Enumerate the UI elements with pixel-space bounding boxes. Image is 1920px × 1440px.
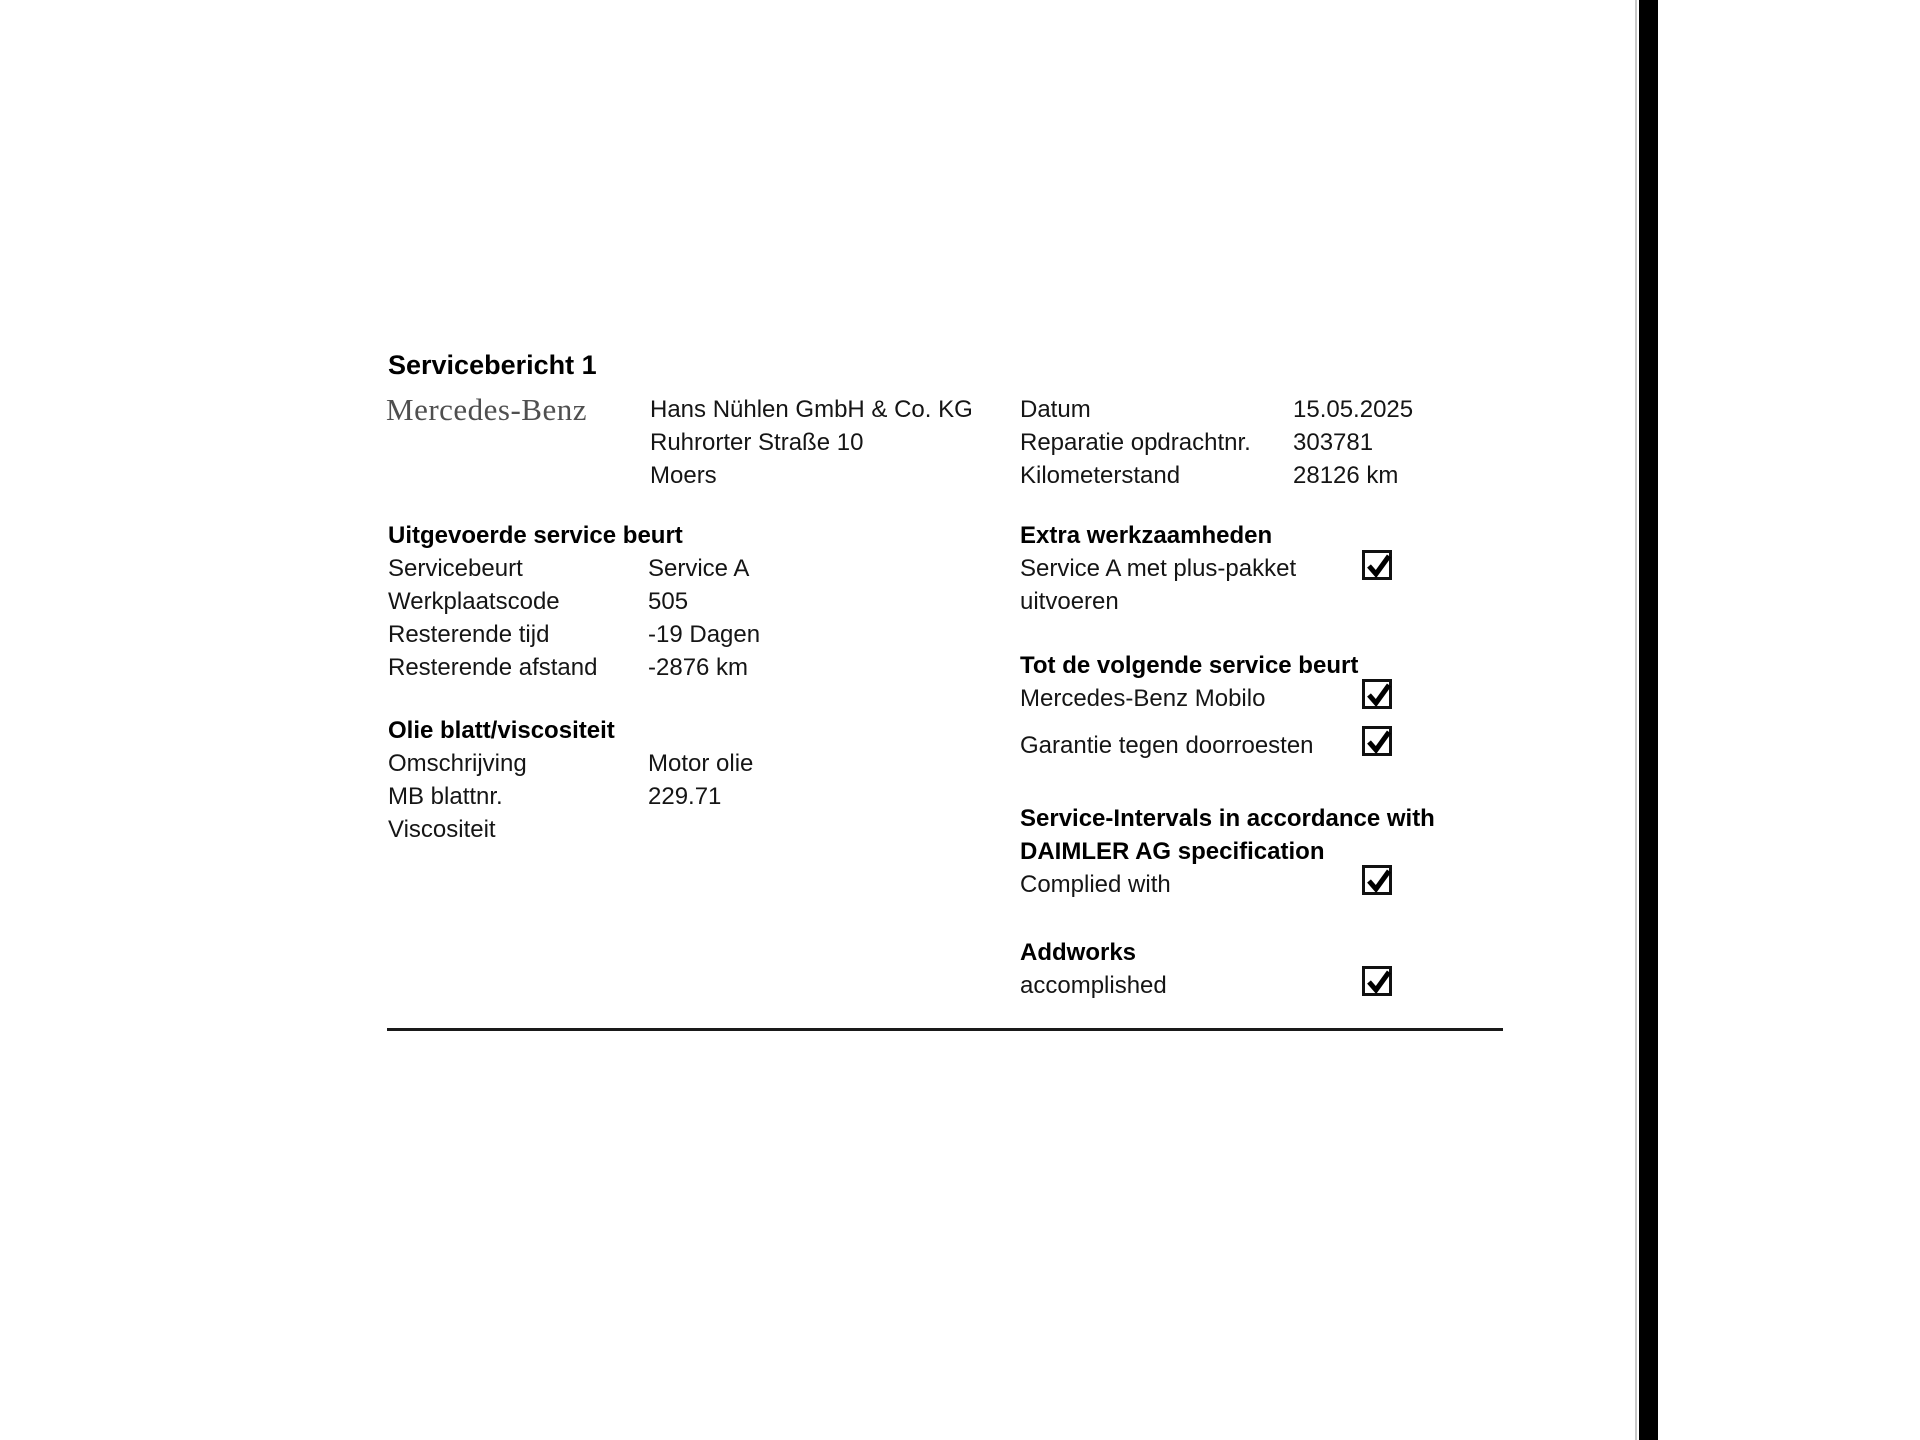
mobilo-checkbox[interactable] bbox=[1362, 679, 1392, 709]
section-heading-addworks: Addworks bbox=[1020, 939, 1137, 966]
row-label: Resterende tijd bbox=[388, 621, 550, 648]
checkmark-icon bbox=[1365, 727, 1393, 755]
row-value: Motor olie bbox=[648, 750, 754, 777]
dealer-name: Hans Nühlen GmbH & Co. KG bbox=[650, 396, 973, 423]
mercedes-benz-logo: Mercedes-Benz bbox=[386, 392, 588, 427]
row-value: -2876 km bbox=[648, 654, 749, 681]
checkmark-icon bbox=[1365, 680, 1393, 708]
row-label: Resterende afstand bbox=[388, 654, 598, 681]
meta-value: 303781 bbox=[1293, 429, 1374, 456]
row-value: Service A bbox=[648, 555, 750, 582]
row-value: 229.71 bbox=[648, 783, 722, 810]
checkmark-icon bbox=[1365, 866, 1393, 894]
row-label: Werkplaatscode bbox=[388, 588, 560, 615]
next-service-item-label: Mercedes-Benz Mobilo bbox=[1020, 685, 1266, 712]
meta-label: Reparatie opdrachtnr. bbox=[1020, 429, 1251, 456]
row-label: Servicebeurt bbox=[388, 555, 523, 582]
intervals-item-label: Complied with bbox=[1020, 871, 1171, 898]
complied-checkbox[interactable] bbox=[1362, 865, 1392, 895]
page-title: Servicebericht 1 bbox=[388, 350, 597, 380]
addworks-item-label: accomplished bbox=[1020, 972, 1167, 999]
meta-label: Datum bbox=[1020, 396, 1091, 423]
section-divider-rule bbox=[387, 1028, 1503, 1031]
dealer-address-block bbox=[650, 393, 973, 492]
dealer-street: Ruhrorter Straße 10 bbox=[650, 429, 864, 456]
row-label: Viscositeit bbox=[388, 816, 496, 843]
page-edge-shadow bbox=[1635, 0, 1637, 1440]
meta-label: Kilometerstand bbox=[1020, 462, 1181, 489]
checkmark-icon bbox=[1365, 551, 1393, 579]
extra-item-checkbox[interactable] bbox=[1362, 550, 1392, 580]
row-label: Omschrijving bbox=[388, 750, 527, 777]
section-heading-oil: Olie blatt/viscositeit bbox=[388, 717, 615, 744]
accomplished-checkbox[interactable] bbox=[1362, 966, 1392, 996]
garantie-checkbox[interactable] bbox=[1362, 726, 1392, 756]
meta-value: 28126 km bbox=[1293, 462, 1399, 489]
row-value: 505 bbox=[648, 588, 689, 615]
row-label: MB blattnr. bbox=[388, 783, 503, 810]
next-service-item-label: Garantie tegen doorroesten bbox=[1020, 732, 1314, 759]
section-heading-service: Uitgevoerde service beurt bbox=[388, 522, 683, 549]
page-edge-bar bbox=[1639, 0, 1658, 1440]
section-heading-extra: Extra werkzaamheden bbox=[1020, 522, 1273, 549]
section-heading-intervals: Service-Intervals in accordance with DAIMLER AG specification bbox=[1020, 805, 1435, 865]
section-heading-next-service: Tot de volgende service beurt bbox=[1020, 652, 1359, 679]
checkmark-icon bbox=[1365, 967, 1393, 995]
dealer-city: Moers bbox=[650, 462, 717, 489]
extra-item-label: Service A met plus-pakket uitvoeren bbox=[1020, 555, 1297, 615]
row-value: -19 Dagen bbox=[648, 621, 761, 648]
meta-value: 15.05.2025 bbox=[1293, 396, 1414, 423]
